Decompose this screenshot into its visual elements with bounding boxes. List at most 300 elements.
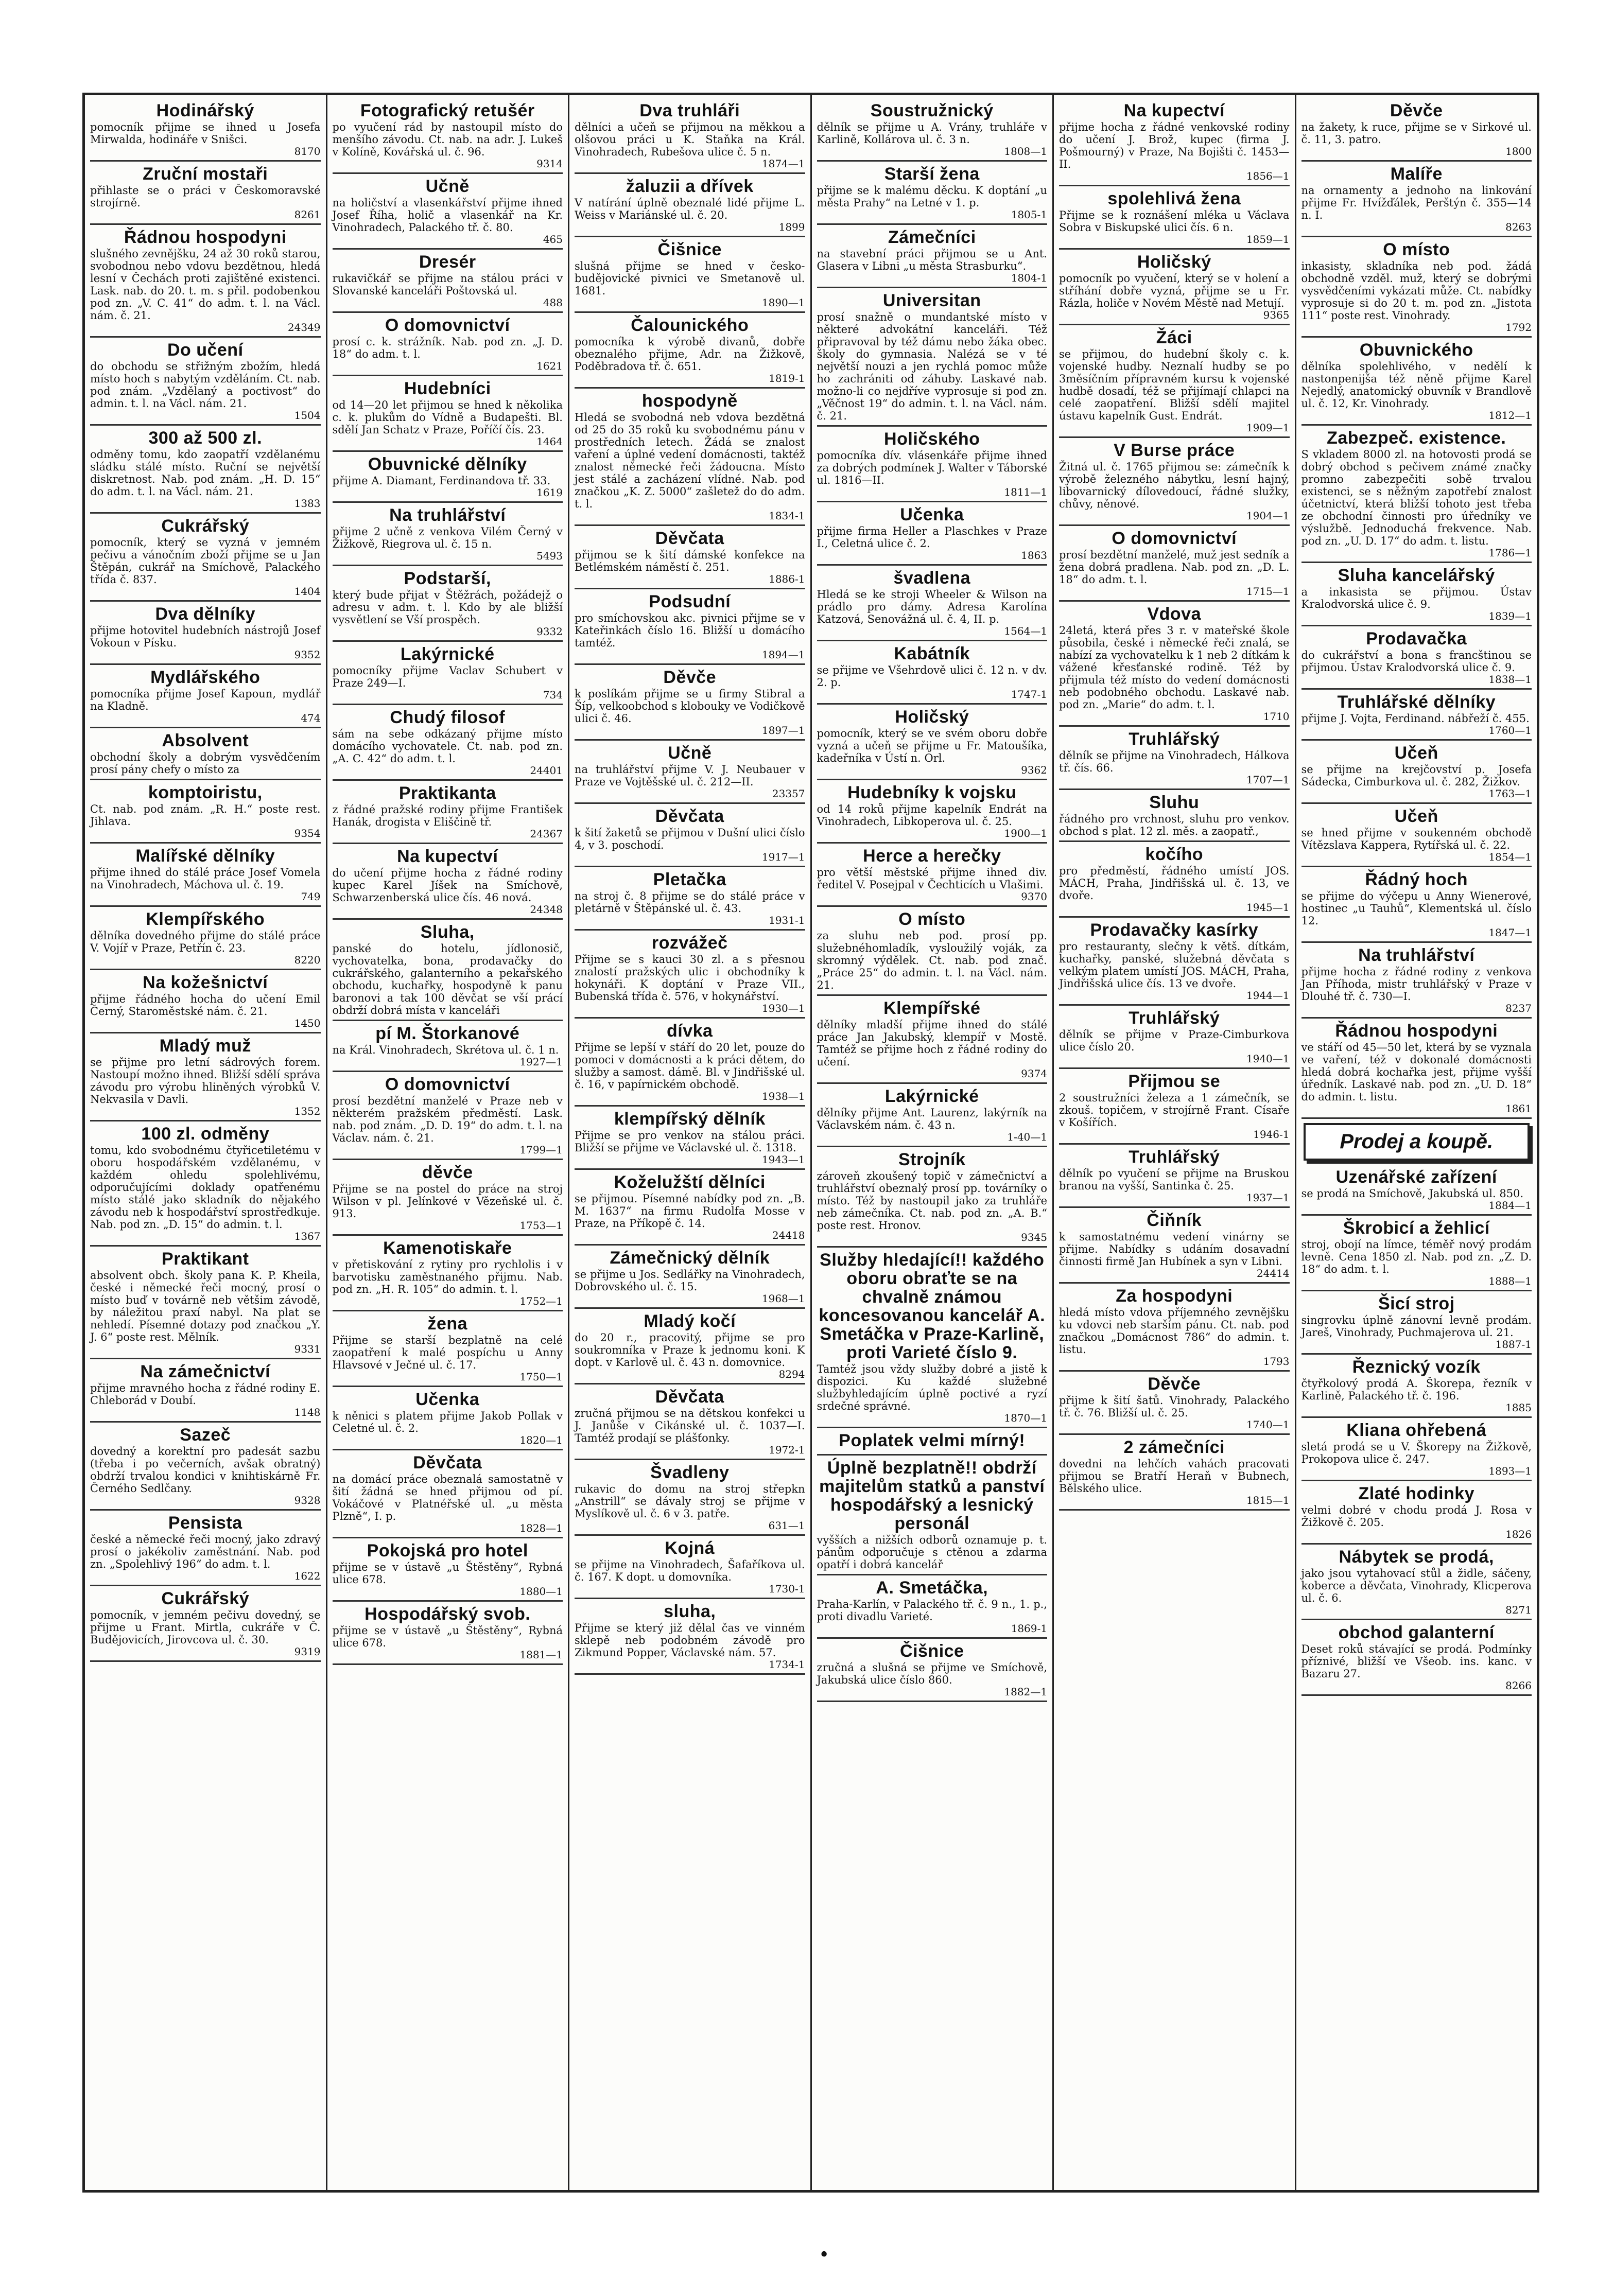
ad-heading: děvče [422,1163,473,1182]
ad-reference-number: 1884—1 [1488,1199,1532,1212]
ad-reference-number: 9345 [1021,1231,1047,1243]
ad-text: odměny tomu, kdo zaopatří vzdělanému sládku stálé místo. Ruční se největší diskretnost. Nab. pod znám. „H. D. 15“ do adm. t. l. na Václ. nám. 21. [90,448,321,498]
ad-reference-number: 1504 [294,409,321,422]
classified-ad [1059,438,1290,526]
ad-text: po vyučení rád by nastoupil místo do menšího závodu. Ct. nab. na adr. J. Lukeš v Kolíně, Kovářská ul. č. 96. [332,121,563,158]
ad-heading: pí M. Štorkanové [375,1024,520,1043]
classified-ad [575,1599,805,1675]
ad-reference-number: 1917—1 [761,851,805,863]
classified-ad [90,602,321,665]
ad-reference-number: 8220 [294,954,321,966]
classified-ad [333,1236,563,1311]
classified-ad [90,907,321,970]
ad-text: k samostatnému vedení vinárny se přijme. Nabídky s udáním dosavadní činnosti firmě Jan Hubínek a syn v Libni. [1059,1231,1290,1268]
ad-text: prosí c. k. strážník. Nab. pod zn. „J. D. 18“ do adm. t. l. [332,336,563,360]
ad-text: Přijme se na postel do práce na stroj Wilson v pl. Jelínkové v Vězeňské ul. č. 913. [332,1183,563,1220]
ad-heading: Strojník [898,1150,966,1169]
ad-heading: Čišnice [900,1641,964,1661]
ad-text: dělník se přijme u A. Vrány, truhláře v Karlině, Kollárova ul. č. 3 n. [817,121,1047,146]
ad-text: stroj, obojí na límce, téměř nový prodám levně. Cena 1850 zl. Nab. pod zn. „Z. D. 18“ do adm. t. l. [1301,1238,1532,1275]
classified-ad [817,780,1048,844]
ad-text: dovedný a korektní pro padesát sazbu (třeba i po večerních, avšak obratný) obdrží trvalou kondici v knihtiskárně Fr. Černého Sedlčany. [90,1445,321,1495]
ad-reference-number: 24414 [1256,1267,1290,1280]
ad-heading: Na kupectví [397,847,498,866]
ad-heading: Sazeč [180,1425,231,1445]
ad-reference-number: 1715—1 [1246,585,1290,598]
ad-reference-number: 9332 [536,625,563,638]
ad-text: Přijme se pro venkov na stálou práci. Bližší se přijme ve Václavské ul. č. 1318. [575,1129,805,1154]
classified-ad [90,338,321,426]
ad-text: velmi dobré v chodu prodá J. Rosa v Žižkově č. 205. [1301,1504,1532,1529]
classified-ad [817,1147,1048,1248]
ad-heading: Fotografický retušér [360,101,535,120]
classified-ad [333,1160,563,1236]
ad-heading: rozvážeč [651,933,728,953]
classified-ad [1059,1069,1290,1145]
ad-text: z řádné pražské rodiny přijme František Hanák, drogista v Eliščině tř. [332,803,563,828]
ad-reference-number: 23357 [772,787,805,800]
ad-text: pomocníka k výrobě divanů, dobře obeznalého přijme, Adr. na Žižkově, Poděbradova tř. č. 651. [575,336,805,373]
ad-heading: Na kožešnictví [143,973,268,992]
ad-heading: Pletačka [653,870,726,889]
classified-ad [90,1033,321,1121]
ad-text: na Král. Vinohradech, Skrétova ul. č. 1 n. [332,1044,559,1056]
classified-ad [333,376,563,452]
ad-text: S vkladem 8000 zl. na hotovosti prodá se dobrý obchod s pečivem známé značky promno zabezpečiti sobě trvalou existenci, se s něžným zapotřebí znalost účetnictví, která bližší tohoto jest třeba ze obchodní činnosti pro úředníky ve výslužbě. Jednoduchá frekvence. Nab. pod zn. „U. D. 17“ do adm. t. listu. [1301,448,1532,547]
classified-ad [1301,741,1532,804]
ad-heading: Pensista [168,1513,242,1533]
classified-ad [817,641,1048,705]
ad-heading: Kliana ohřebená [1346,1421,1487,1440]
ad-reference-number: 1927—1 [519,1056,563,1068]
ad-text: pomocníka dív. vlásenkáře přijme ihned za dobrých podmínek J. Walter v Táborské ul. 1816—II. [817,449,1047,486]
ad-reference-number: 1838—1 [1488,673,1532,686]
ad-reference-number: 24401 [530,764,563,777]
ad-text: přijme J. Vojta, Ferdinand. nábřeží č. 455. [1301,712,1530,725]
ad-reference-number: 24348 [530,903,563,916]
ad-heading: Učeň [1394,743,1438,763]
classified-ad [1301,563,1532,626]
ad-text: Přijme se který již dělal čas ve vinném sklepě neb podobném závodě pro Zikmund Popper, Václavské nám. 57. [575,1622,805,1659]
ad-text: přijme se v ústavě „u Štěstěny“, Rybná ulice 678. [332,1561,563,1586]
ad-reference-number: 9374 [1021,1067,1047,1080]
ad-text: 24letá, která přes 3 r. v mateřské škole působila, české i německé řeči znalá, se nabízí za vychovatelku k 1 neb 2 dítkám k vážené křesťanské rodině. Též by přijmula též místo do vedení domácnosti neb podobného obchodu. Laskavé nab. pod zn. „Marie“ do adm. t. l. [1059,624,1290,711]
classified-ad [1301,237,1532,338]
ad-heading: Dva dělníky [155,604,255,624]
classified-ad [575,237,805,313]
ad-heading: klempířský dělník [614,1109,766,1129]
ad-reference-number: 1734-1 [769,1658,805,1671]
classified-ad [575,665,805,741]
classified-ad [333,1072,563,1160]
ad-reference-number: 1874—1 [761,157,805,170]
classified-ad [817,1428,1048,1456]
ad-text: čtyřkolový prodá A. Škorepa, řezník v Karlině, Palackého tř. č. 196. [1301,1377,1532,1402]
ad-reference-number: 9352 [294,649,321,661]
ad-text: do cukrářství a bona s francštinou se přijmou. Ústav Kralodvorská ulice č. 9. [1301,649,1532,674]
ad-text: v přetiskování z rytiny pro rychlolis i v barvotisku zaměstnaného přijmu. Nab. pod zn. „H. R. 105“ do admin. t. l. [332,1258,563,1295]
classified-ad [1301,98,1532,162]
ad-text: k šití žaketů se přijmou v Dušní ulici číslo 4, v 3. poschodí. [575,827,805,851]
ad-heading: Děvčata [655,807,724,826]
classified-ad [333,705,563,781]
ad-heading: Klempířské [883,998,981,1018]
ad-text: se přijme na krejčovství p. Josefa Sádecka, Cimburkova ul. č. 282, Žižkov. [1301,763,1532,788]
ad-heading: Čišnice [657,240,722,259]
ad-text: přijme hocha z řádné rodiny z venkova Jan Příhoda, mistr truhlářský v Praze v Dlouhé tř. č. 730—I. [1301,966,1532,1003]
ad-reference-number: 1888—1 [1488,1275,1532,1287]
ad-heading: V Burse práce [1114,441,1235,460]
ad-text: pro větší městské přijme ihned div. ředitel V. Posejpal v Čechticích u Vlašimi. [817,866,1047,891]
classified-ad [333,503,563,566]
ad-text: obchodní školy a dobrým vysvědčením prosí pány chefy o místo za [90,751,321,776]
classified-ad [333,920,563,1021]
ad-reference-number: 1897—1 [761,724,805,737]
classified-ad [575,1246,805,1309]
ad-text: zručná přijmou se na dětskou konfekci u J. Janůše v Cikánské ul. č. 1037—I. Tamtéž prodají se plášťonky. [575,1407,805,1444]
classified-ad [575,931,805,1019]
classified-ad [575,1107,805,1170]
classified-ad [575,1019,805,1107]
ad-heading: Úplně bezplatně!! obdrží majitelům statků a panství hospodářský a lesnický personál [819,1458,1045,1533]
ad-heading: Soustružnický [870,101,994,120]
classified-ad [90,98,321,162]
ad-text: se přijmou. Písemné nabídky pod zn. „B. M. 1637“ na firmu Rudolfa Mosse v Praze, na Příkopě č. 14. [575,1193,805,1230]
classified-ad [333,1602,563,1665]
ad-heading: Služby hledající!! každého oboru obraťte se na chvalně známou koncesovanou kancelář A. Smetáčka v Praze-Karlině, proti Varieté číslo 9. [819,1250,1046,1362]
classified-ad [817,1456,1048,1575]
ad-text: se přijme do výčepu u Anny Wienerové, hostinec „u Tauhů“, Klementská ul. číslo 12. [1301,890,1532,927]
ad-reference-number: 1812—1 [1488,409,1532,422]
classified-ad [90,514,321,602]
classified-ad [1301,1481,1532,1545]
ad-heading: Starší žena [884,164,980,184]
ad-text: dělník se přijme na Vinohradech, Hálkova tř. čís. 66. [1059,749,1290,774]
classified-ad [1059,602,1290,727]
ad-reference-number: 1886-1 [769,573,805,585]
ad-text: Přijme se starší bezplatně na celé zaopatření k malé pospíchu u Anny Hlavsové v Ječné ul. č. 17. [332,1334,563,1371]
ad-heading: Učně [668,743,712,763]
ad-text: pomocník, v jemném pečivu dovedný, se přijme u Frant. Mirtla, cukráře v Č. Budějovicích, Jirovcova ul. č. 30. [90,1609,321,1646]
ad-reference-number: 488 [543,296,563,309]
ad-heading: Na truhlářství [389,505,506,525]
classified-ad [333,1387,563,1450]
column-5 [1054,95,1296,2190]
ad-heading: Dresér [419,252,476,272]
ad-reference-number: 1826 [1505,1528,1532,1540]
classified-ad [333,313,563,376]
ad-reference-number: 1450 [294,1017,321,1029]
ad-text: V natírání úplně obeznalé lidé přijme L. Weiss v Mariánské ul. č. 20. [575,197,805,221]
ad-heading: Chudý filosof [390,708,506,727]
ad-text: přijme řádného hocha do učení Emil Černý, Staroměstské nám. č. 21. [90,993,321,1018]
classified-ad [817,1248,1048,1428]
ad-reference-number: 1352 [294,1105,321,1117]
classified-ad [333,781,563,844]
ad-heading: Hospodářský svob. [365,1604,531,1624]
ad-heading: Zámečnický dělník [610,1248,770,1268]
ad-reference-number: 1828—1 [519,1522,563,1534]
ad-heading: Zámečníci [888,227,976,247]
ad-text: singrovku úplně zánovní levně prodám. Jareš, Vinohrady, Puchmajerova ul. 21. [1301,1314,1532,1339]
ad-reference-number: 1367 [294,1230,321,1242]
classified-ad [1059,250,1290,325]
ad-reference-number: 631—1 [768,1519,805,1532]
ad-text: pomocníky přijme Vaclav Schubert v Praze 249—I. [332,664,563,689]
classified-ad [1301,1216,1532,1291]
ad-text: přijme hotovitel hudebních nástrojů Josef Vokoun v Písku. [90,624,321,649]
column-4 [812,95,1054,2190]
ad-reference-number: 1820—1 [519,1434,563,1446]
ad-reference-number: 8294 [778,1368,805,1380]
ad-heading: Truhlářský [1129,1147,1220,1167]
ad-heading: Sluhu [1149,793,1200,812]
classified-ad [575,741,805,804]
ad-heading: Praktikant [162,1249,249,1269]
ad-text: a inkasista se přijmou. Ústav Kralodvorská ulice č. 9. [1301,586,1532,610]
ad-heading: Prodavačky kasírky [1090,920,1259,940]
ad-text: přijmou se k šití dámské konfekce na Betlémském náměstí č. 251. [575,549,805,573]
column-6 [1296,95,1537,2190]
ad-reference-number: 1940—1 [1246,1053,1290,1065]
ad-heading: Truhlářské dělníky [1337,692,1496,712]
ad-text: přijme se k malému děcku. K doptání „u města Prahy“ na Letné v 1. p. [817,184,1047,209]
ad-reference-number: 1930—1 [761,1002,805,1014]
ad-reference-number: 1760—1 [1488,724,1532,737]
ad-text: na ornamenty a jednoho na linkování přijme Fr. Hvížďálek, Perštýn č. 355—14 n. I. [1301,184,1532,221]
classified-ad [333,174,563,250]
ad-heading: Pokojská pro hotel [367,1541,528,1561]
column-1 [85,95,327,2190]
ad-text: české a německé řeči mocný, jako zdravý prosí o jakékoliv zaměstnání. Nab. pod zn. „Spolehlivý 196“ do adm. t. l. [90,1533,321,1570]
ad-heading: Čiňník [1147,1211,1202,1230]
ad-heading: Řádnou hospodyni [1335,1021,1498,1041]
classified-ad [575,174,805,237]
classified-ad [817,1084,1048,1147]
classified-ad [817,98,1048,162]
ad-heading: komptoiristu, [148,783,263,802]
ad-reference-number: 1938—1 [761,1090,805,1102]
ad-heading: Za hospodyni [1116,1286,1233,1306]
ad-heading: Malíře [1390,164,1443,184]
ad-reference-number: 1882—1 [1004,1686,1047,1698]
classified-ad [1301,626,1532,690]
ad-text: přijme firma Heller a Plaschkes v Praze I., Celetná ulice č. 2. [817,525,1047,550]
ad-text: od 14—20 let přijmou se hned k několika c. k. plukům do Vídně a Budapešti. Bl. sdělí Jan Schatz v Praze, Poříčí čís. 23. [332,399,563,436]
ad-text: Hledá se svobodná neb vdova bezdětná od 25 do 35 roků ku svobodnému pánu v prostředních letech. Žádá se znalost vaření a úplné vedení domácnosti, taktéž znalost německé řeči žádoucna. Místo jest stálé a zacházení vlídné. Nab. pod značkou „K. Z. 5000“ zašletež do do adm. t. l. [575,411,805,510]
ad-reference-number: 1404 [294,585,321,598]
classified-ad [817,1639,1048,1702]
ad-reference-number: 8170 [294,145,321,157]
ad-text: který bude přijat v Štěžrách, požádejž o adresu v adm. t. l. Kdo by ale bližší vysvětlení se Vší prospěch. [332,589,563,626]
ad-text: Praha-Karlín, v Palackého tř. č. 9 n., 1. p., proti divadlu Varieté. [817,1598,1047,1623]
ad-text: hledá místo vdova příjemného zevnějšku ku vdovci neb starším pánu. Ct. nab. pod značkou „Domácnost 786“ do admin. t. listu. [1059,1306,1290,1356]
ad-heading: Mladý muž [159,1036,251,1056]
ad-heading: 100 zl. odměny [141,1124,270,1144]
ad-text: dělník po vyučení se přijme na Bruskou branou na vyšší, Santinka č. 25. [1059,1167,1290,1192]
ad-text: Hledá se ke stroji Wheeler & Wilson na prádlo pro dámy. Adresa Karolína Katzová, Senovážná ul. č. 4, II. p. [817,588,1047,625]
ad-text: pomocníka přijme Josef Kapoun, mydlář na Kladně. [90,688,321,712]
ad-heading: Sluha kancelářský [1338,566,1495,585]
ad-text: do 20 r., pracovitý, přijme se pro soukromníka v Praze k jednomu koni. K dopt. v Karlově ul. č. 43 n. domovnice. [575,1331,805,1369]
classified-ad [575,1384,805,1460]
ad-text: dělníka dovedného přijme do stálé práce V. Vojíř v Praze, Petřín č. 23. [90,930,321,954]
ad-text: dělníci a učeň se přijmou na měkkou a olšovou práci u K. Staňka na Král. Vinohradech, Rubešova ulice č. 5 n. [575,121,805,158]
ad-text: na holičství a vlasenkářství přijme ihned Josef Říha, holič a vlasenkář na Kr. Vinohradech, Palackého tř. č. 80. [332,197,563,234]
ad-reference-number: 9331 [294,1343,321,1355]
ad-reference-number: 1944—1 [1246,989,1290,1002]
ad-reference-number: 1564—1 [1004,625,1047,637]
ad-reference-number: 1464 [536,435,563,448]
classified-ad [1059,1145,1290,1208]
ad-reference-number: 1819-1 [769,372,805,384]
ad-heading: Sluha, [420,922,475,942]
ad-reference-number: 1945—1 [1246,901,1290,914]
ad-reference-number: 1622 [294,1570,321,1582]
ad-text: se přijme na Vinohradech, Šafaříkova ul. č. 167. K dopt. u domovníka. [575,1558,805,1583]
classified-ad [1301,1418,1532,1481]
ad-heading: Do učení [167,340,244,360]
ad-heading: Řádný hoch [1365,870,1468,889]
ad-heading: spolehlivá žena [1107,189,1241,208]
ad-reference-number: 1870—1 [1004,1412,1047,1424]
classified-ad [817,705,1048,780]
ad-text: Žitná ul. č. 1765 přijmou se: zámečník k výrobě železného nábytku, lesní hajný, libovarnický dílovedoucí, řádné služky, chůvy, něnové. [1059,461,1290,510]
ad-heading: Hudebníci [404,379,491,398]
ad-heading: Zruční mostaři [143,164,268,184]
ad-heading: Koželužští dělníci [614,1172,766,1192]
ad-text: sám na sebe odkázaný přijme místo domácího vychovatele. Ct. nab. pod zn. „A. C. 42“ do adm. t. l. [332,728,563,765]
column-2 [327,95,570,2190]
ad-reference-number: 1619 [536,486,563,499]
newspaper-page [82,93,1539,2193]
classified-ad [1301,426,1532,563]
ad-text: na truhlářství přijme V. J. Neubauer v Praze ve Vojtěšské ul. č. 212—II. [575,763,805,788]
classified-ad [1301,867,1532,943]
ad-heading: Na kupectví [1123,101,1225,120]
classified-ad [817,907,1048,996]
classified-ad [1301,162,1532,237]
ad-heading: Absolvent [162,731,249,750]
ad-reference-number: 1847—1 [1488,926,1532,939]
ad-text: Přijme se s kauci 30 zl. a s přesnou znalostí pražských ulic i obchodníky k hokynáři. K doptání v Praze VII., Bubenská třída č. 576, v hokynářství. [575,953,805,1003]
ad-heading: Žáci [1156,328,1192,347]
ad-text: na domácí práce obeznalá samostatně v šití žádná se hned přijmou od pí. Vokáčové v Platnéřské ul. „u města Plzně“, I. p. [332,1473,563,1522]
ad-heading: Mydlářského [150,668,261,687]
ad-text: se hned přijme v soukenném obchodě Vítězslava Kappera, Rytířská ul. č. 22. [1301,827,1532,851]
ad-text: Přijme se lepší v stáří do 20 let, pouze do pomoci v domácnosti a k práci dětem, do služby a samost. dámě. Bl. v Jindřišské ul. č. 16, v papírnickém obchodě. [575,1041,805,1091]
ad-heading: sluha, [664,1602,716,1621]
ad-text: zároveň zkoušený topič v zámečnictví a truhlářství obeznalý prosí pp. továrníky o místo. Též by nastoupil jako za truhláře neb zámečníka. Ct. nab. pod zn. „A. B.“ poste rest. Hronov. [817,1170,1047,1232]
ad-heading: O místo [1383,240,1450,259]
ad-heading: O domovnictví [385,1075,510,1094]
ad-text: přijme k šití šatů. Vinohrady, Palackého tř. č. 76. Bližší ul. č. 25. [1059,1394,1290,1419]
ad-reference-number: 1880—1 [519,1585,563,1598]
classified-ad [817,225,1048,288]
ad-text: k něnici s platem přijme Jakob Pollak v Celetné ul. č. 2. [332,1410,563,1434]
classified-ad [90,665,321,728]
ad-heading: Dva truhláři [639,101,740,120]
ad-text: Tamtéž jsou vždy služby dobré a jistě k dispozici. Ku každé služebné službyhledajícím úplně poctivé a ryzí srdečné správné. [817,1363,1047,1412]
ad-reference-number: 1793 [1263,1355,1290,1368]
ad-heading: Podstarší, [404,569,491,588]
ad-text: se přijmou, do hudební školy c. k. vojenské hudby. Neznalí hudby se po 3měsíčním přípravném kursu k vojenské hudbě dosadí, též se přijímají chlapci na celé zaopatření. Bližší sdělí majitel ústavu kapelník Gust. Endrát. [1059,348,1290,422]
ad-text: za sluhu neb pod. prosí pp. služebnéhomladík, vysloužilý voják, za skromný výdělek. Ct. nab. pod znač. „Práce 25“ do admin. t. l. na Václ. nám. 21. [817,930,1047,991]
classified-ad [1301,943,1532,1019]
classified-ad [1301,1620,1532,1696]
classified-ad [1059,1372,1290,1435]
ad-text: ve stáří od 45—50 let, která by se vyznala ve vaření, též v dokonalé domácnosti hledá dobrá kochařka jest, přijme vyšší úředník. Laskavé nab. pod zn. „U. D. 18“ do admin. t. listu. [1301,1041,1532,1103]
ad-heading: Učenka [900,505,964,524]
ad-heading: Poplatek velmi mírný! [839,1431,1026,1450]
ad-reference-number: 1792 [1505,321,1532,334]
classified-ad [1059,98,1290,186]
ad-text: Ct. nab. pod znám. „R. H.“ poste rest. Jihlava. [90,803,321,828]
ad-reference-number: 1707—1 [1246,774,1290,786]
ad-heading: žaluzii a dřívek [626,177,754,196]
ad-heading: Lakýrnické [884,1086,979,1106]
classified-ad [90,1247,321,1359]
classified-ad [1059,325,1290,438]
ad-text: prosí bezdětní manželé, muž jest sedník a žena dobrá pradlena. Nab. pod zn. „D. L. 18“ do adm. t. l. [1059,549,1290,586]
classified-ad [333,1538,563,1602]
ad-heading: Holičský [895,707,969,727]
section-banner: Prodej a koupě. [1304,1123,1530,1161]
ad-heading: Malířské dělníky [135,846,275,866]
ad-text: řádného pro vrchnost, sluhu pro venkov. obchod s plat. 12 zl. měs. a zaopatř., [1059,813,1290,837]
ad-reference-number: 8263 [1505,221,1532,233]
ad-text: pomocník po vyučení, který se v holení a stříhání dobře vyzná, přijme se u Fr. Rázla, holiče v Novém Městě nad Metují. [1059,272,1290,309]
ad-heading: švadlena [893,568,971,588]
classified-ad [90,1511,321,1586]
ad-heading: Švadleny [650,1463,730,1482]
ad-reference-number: 1909—1 [1246,422,1290,434]
ad-reference-number: 24367 [530,828,563,840]
classified-ad [1059,1006,1290,1069]
ad-heading: Universitan [882,291,981,310]
ad-text: do učení přijme hocha z řádné rodiny kupec Karel Jíšek na Smíchově, Schwarzenberská ulice čís. 46 nová. [332,867,563,904]
ad-text: rukavic do domu na stroj střepkn „Anstrill“ se dávaly stroj se přijme v Myslíkově ul. č. 6 v 3. patře. [575,1483,805,1520]
ad-heading: Čalounického [631,316,749,335]
ad-reference-number: 1747-1 [1011,688,1047,700]
ad-text: rukavičkář se přijme na stálou práci v Slovanské kanceláři Poštovská ul. [332,272,563,297]
classified-ad [575,1309,805,1384]
ad-reference-number: 9314 [536,157,563,170]
classified-ad [575,389,805,526]
classified-ad [1059,842,1290,918]
ad-text: na stavební práci přijmou se u Ant. Glasera v Libni „u města Strasburku“. [817,248,1047,272]
ad-heading: Děvčata [413,1453,482,1473]
ad-reference-number: 1972-1 [769,1444,805,1456]
classified-ad [90,1359,321,1423]
classified-ad [575,804,805,867]
classified-ad [1301,1355,1532,1418]
classified-ad [575,1170,805,1246]
ad-reference-number: 9354 [294,827,321,839]
ad-reference-number: 1839—1 [1488,610,1532,622]
ad-heading: Zabezpeč. existence. [1327,428,1506,448]
ad-text: pro předměstí, řádného umístí JOS. MÁCH, Praha, Jindřišská ul. č. 13, ve dvoře. [1059,865,1290,902]
ad-text: prosí snažně o mundantské místo v některé advokátní kanceláři. Též připravoval by též dámu nebo žáka obec. školy do gymnasia. Nalézá se v té největší nouzi a jen rychlá pomoc může ho zachrániti od záhuby. Laskavé nab. možno-li co nejdříve vyprosuje si pod zn. „Věčnost 19“ do admin. t. l. na Václ. nám. č. 21. [817,311,1047,422]
ad-reference-number: 8271 [1505,1604,1532,1616]
classified-ad [817,566,1048,641]
ad-text: panské do hotelu, jídlonosič, vychovatelka, bona, prodavačky do cukrářského, galanterního a pekařského obchodu, kuchařky, hospodyně k panu baronovi a tak 100 děvčat se vší prácí obdrží dobrá místa v kanceláři [332,942,563,1016]
ad-heading: Cukrářský [161,1589,250,1608]
ad-reference-number: 1890—1 [761,296,805,309]
ad-heading: Lakýrnické [400,644,495,664]
ad-heading: Nábytek se prodá, [1339,1547,1494,1567]
ad-heading: Prodavačka [1366,629,1467,649]
